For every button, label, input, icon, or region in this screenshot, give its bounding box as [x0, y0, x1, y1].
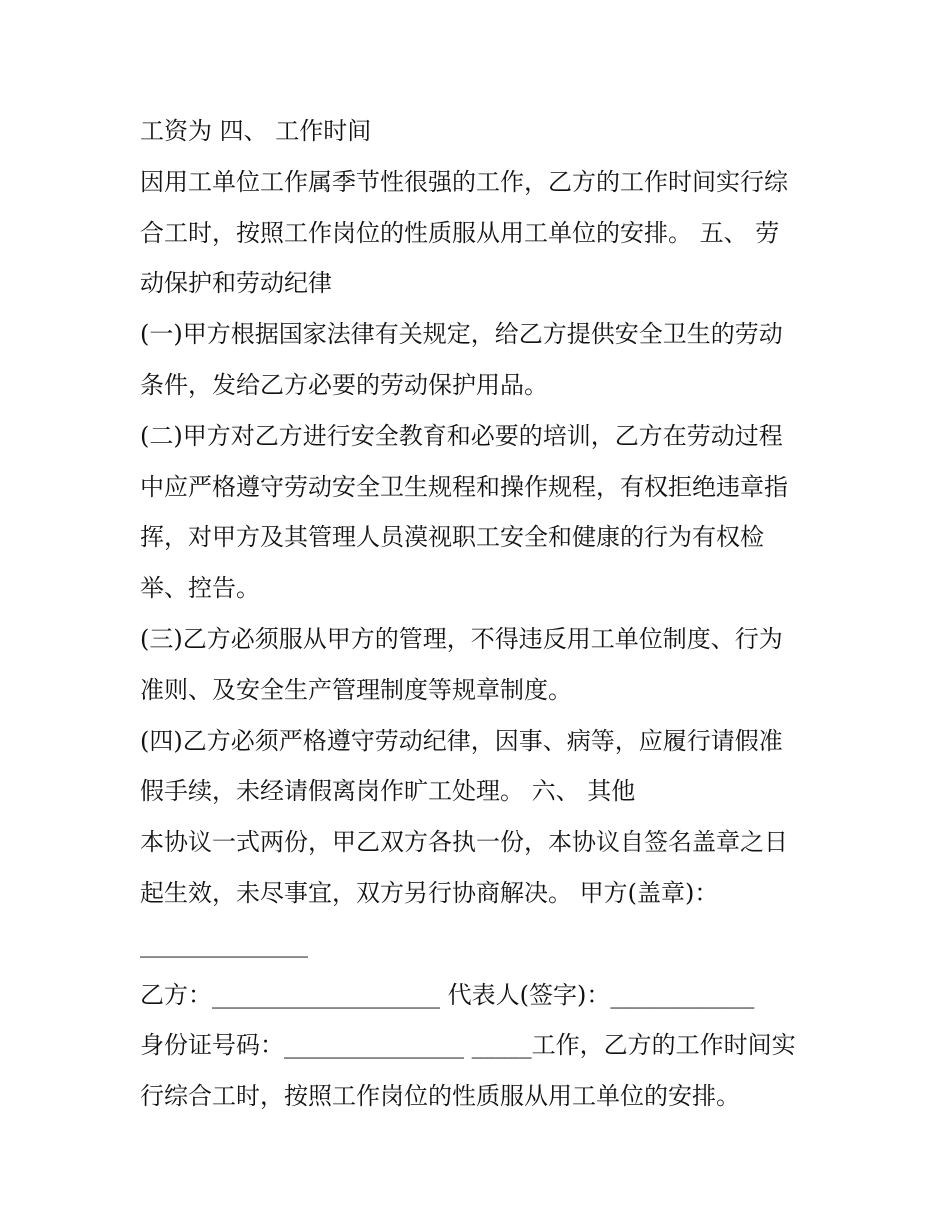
text-line: 合工时，按照工作岗位的性质服从用工单位的安排。 五、 劳	[140, 218, 780, 247]
text-line: 中应严格遵守劳动安全卫生规程和操作规程，有权拒绝违章指	[140, 472, 788, 501]
text-line: 举、控告。	[140, 574, 260, 603]
text-line: 因用工单位工作属季节性很强的工作，乙方的工作时间实行综	[140, 167, 788, 196]
id-number-line: 身份证号码：_______________ _____工作，乙方的工作时间实	[140, 1031, 796, 1060]
text-line-clause-2: (二)甲方对乙方进行安全教育和必要的培训，乙方在劳动过程	[140, 421, 783, 450]
text-line: 准则、及安全生产管理制度等规章制度。	[140, 675, 572, 704]
text-line-section-5-heading: 动保护和劳动纪律	[140, 269, 332, 298]
text-line: 挥，对甲方及其管理人员漠视职工安全和健康的行为有权检	[140, 523, 764, 552]
text-line-clause-3: (三)乙方必须服从甲方的管理，不得违反用工单位制度、行为	[140, 624, 783, 653]
party-a-signature-blank: ______________	[140, 929, 308, 958]
text-line-section-4-heading: 工资为 四、 工作时间	[140, 117, 372, 145]
text-line-clause-1: (一)甲方根据国家法律有关规定，给乙方提供安全卫生的劳动	[140, 320, 783, 349]
party-b-signature-line: 乙方：___________________ 代表人(签字)：____________	[140, 980, 755, 1009]
text-line-section-6: 本协议一式两份，甲乙双方各执一份，本协议自签名盖章之日	[140, 828, 788, 857]
text-line-clause-4: (四)乙方必须严格遵守劳动纪律，因事、病等，应履行请假准	[140, 726, 783, 755]
text-line: 条件，发给乙方必要的劳动保护用品。	[140, 370, 548, 399]
text-line: 假手续，未经请假离岗作旷工处理。 六、 其他	[140, 777, 636, 806]
contract-text	[140, 106, 820, 1122]
text-line: 行综合工时，按照工作岗位的性质服从用工单位的安排。	[140, 1082, 740, 1111]
text-line-party-a-seal: 起生效，未尽事宜，双方另行协商解决。 甲方(盖章)：	[140, 878, 719, 907]
